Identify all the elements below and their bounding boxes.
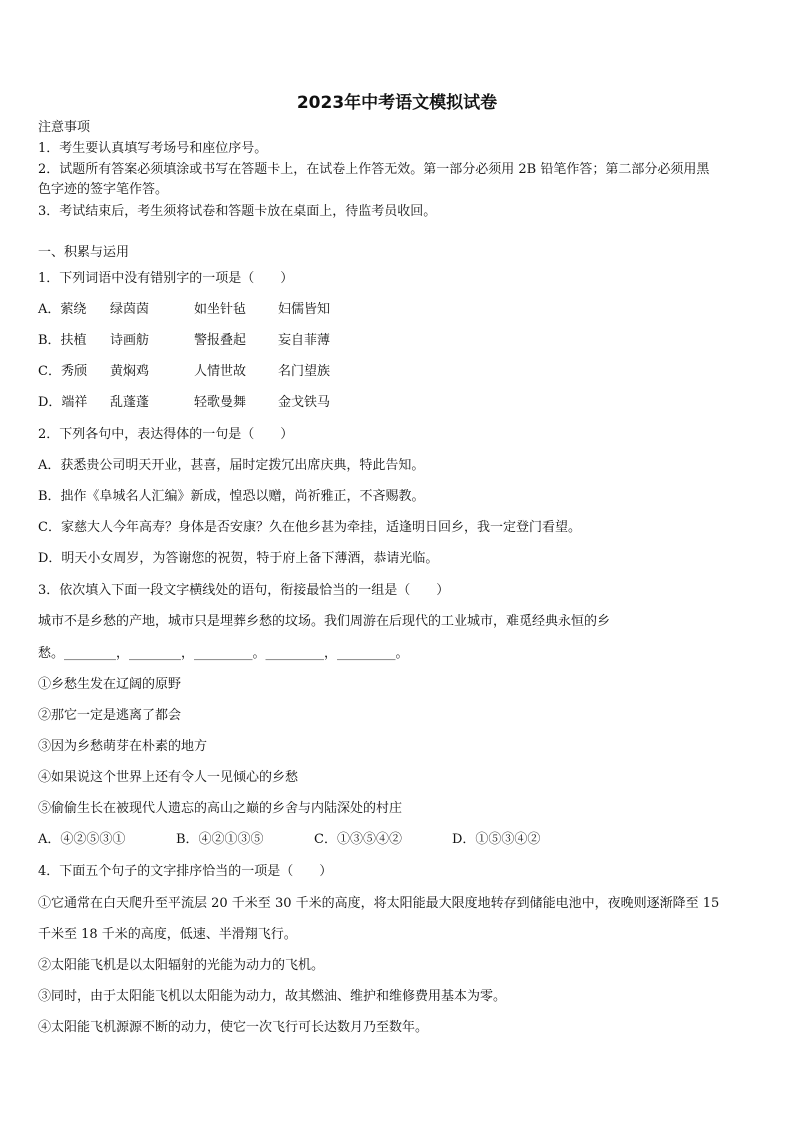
question-2-option-a: A．获悉贵公司明天开业，甚喜，届时定拨冗出席庆典，特此告知。	[38, 458, 425, 473]
question-1-option-c	[38, 363, 362, 381]
notice-item: 1．考生要认真填写考场号和座位序号。	[38, 141, 268, 156]
notice-item: 3．考试结束后，考生须将试卷和答题卡放在桌面上，待监考员收回。	[38, 204, 437, 219]
question-4-sentence: ②太阳能飞机是以太阳辐射的光能为动力的飞机。	[38, 958, 325, 973]
option-b: B．④②①③⑤	[176, 832, 264, 847]
option-word: 妇儒皆知	[278, 302, 331, 317]
option-word: D．端祥	[38, 395, 88, 410]
option-word: 乱蓬蓬	[110, 395, 150, 410]
option-c: C．①③⑤④②	[314, 832, 402, 847]
question-3-passage-blanks: 愁。________，________，_________。_________，_________。	[38, 646, 409, 661]
section-heading: 一、积累与运用	[38, 245, 130, 260]
question-1-option-b	[38, 332, 362, 350]
question-3-item: ④如果说这个世界上还有令人一见倾心的乡愁	[38, 770, 299, 785]
option-word: 如坐针毡	[194, 302, 247, 317]
question-2-option-c: C．家慈大人今年高寿？身体是否安康？久在他乡甚为牵挂，适逢明日回乡，我一定登门看望。	[38, 520, 581, 535]
question-4-stem: 4．下面五个句子的文字排序恰当的一项是（ ）	[38, 864, 333, 879]
question-2-stem: 2．下列各句中，表达得体的一句是（ ）	[38, 427, 294, 442]
question-4-sentence: 千米至 18 千米的高度，低速、半滑翔飞行。	[38, 927, 297, 942]
option-word: 诗画舫	[110, 333, 150, 348]
question-4-sentence: ③同时，由于太阳能飞机以太阳能为动力，故其燃油、维护和维修费用基本为零。	[38, 989, 507, 1004]
notice-item: 色字迹的签字笔作答。	[38, 182, 169, 197]
option-word: 警报叠起	[194, 333, 247, 348]
option-word: A．萦绕	[38, 302, 87, 317]
question-2-option-b: B．拙作《阜城名人汇编》新成，惶恐以赠，尚祈雅正，不吝赐教。	[38, 489, 425, 504]
option-word: B．扶植	[38, 333, 87, 348]
question-3-stem: 3．依次填入下面一段文字横线处的语句，衔接最恰当的一组是（ ）	[38, 583, 450, 598]
option-word: 轻歌曼舞	[194, 395, 247, 410]
question-1-option-d	[38, 394, 362, 412]
question-2-option-d: D．明天小女周岁，为答谢您的祝贺，特于府上备下薄酒，恭请光临。	[38, 551, 439, 566]
option-word: C．秀颀	[38, 364, 87, 379]
option-word: 人情世故	[194, 364, 247, 379]
question-3-passage: 城市不是乡愁的产地，城市只是埋葬乡愁的坟场。我们周游在后现代的工业城市，难觅经典永恒的乡	[38, 614, 611, 629]
option-d: D．①⑤③④②	[452, 832, 541, 847]
question-1-option-a	[38, 301, 362, 319]
option-word: 妄自菲薄	[278, 333, 331, 348]
question-1-stem: 1．下列词语中没有错别字的一项是（ ）	[38, 271, 294, 286]
option-word: 名门望族	[278, 364, 331, 379]
question-3-item: ⑤偷偷生长在被现代人遗忘的高山之巅的乡舍与内陆深处的村庄	[38, 801, 403, 816]
option-word: 金戈铁马	[278, 395, 331, 410]
question-3-options	[38, 831, 590, 849]
question-3-item: ②那它一定是逃离了都会	[38, 708, 182, 723]
notice-heading: 注意事项	[38, 120, 91, 135]
option-word: 绿茵茵	[110, 302, 150, 317]
question-3-item: ①乡愁生发在辽阔的原野	[38, 677, 182, 692]
option-word: 黄焖鸡	[110, 364, 150, 379]
question-4-sentence: ④太阳能飞机源源不断的动力，使它一次飞行可长达数月乃至数年。	[38, 1020, 429, 1035]
notice-item: 2．试题所有答案必须填涂或书写在答题卡上，在试卷上作答无效。第一部分必须用 2B 铅笔作答；第二部分必须用黑	[38, 162, 710, 177]
question-3-item: ③因为乡愁萌芽在朴素的地方	[38, 739, 208, 754]
page-title: 2023年中考语文模拟试卷	[296, 93, 498, 113]
option-a: A．④②⑤③①	[38, 832, 126, 847]
question-4-sentence: ①它通常在白天爬升至平流层 20 千米至 30 千米的高度，将太阳能最大限度地转存到储能电池中，夜晚则逐渐降至 15	[38, 896, 720, 911]
